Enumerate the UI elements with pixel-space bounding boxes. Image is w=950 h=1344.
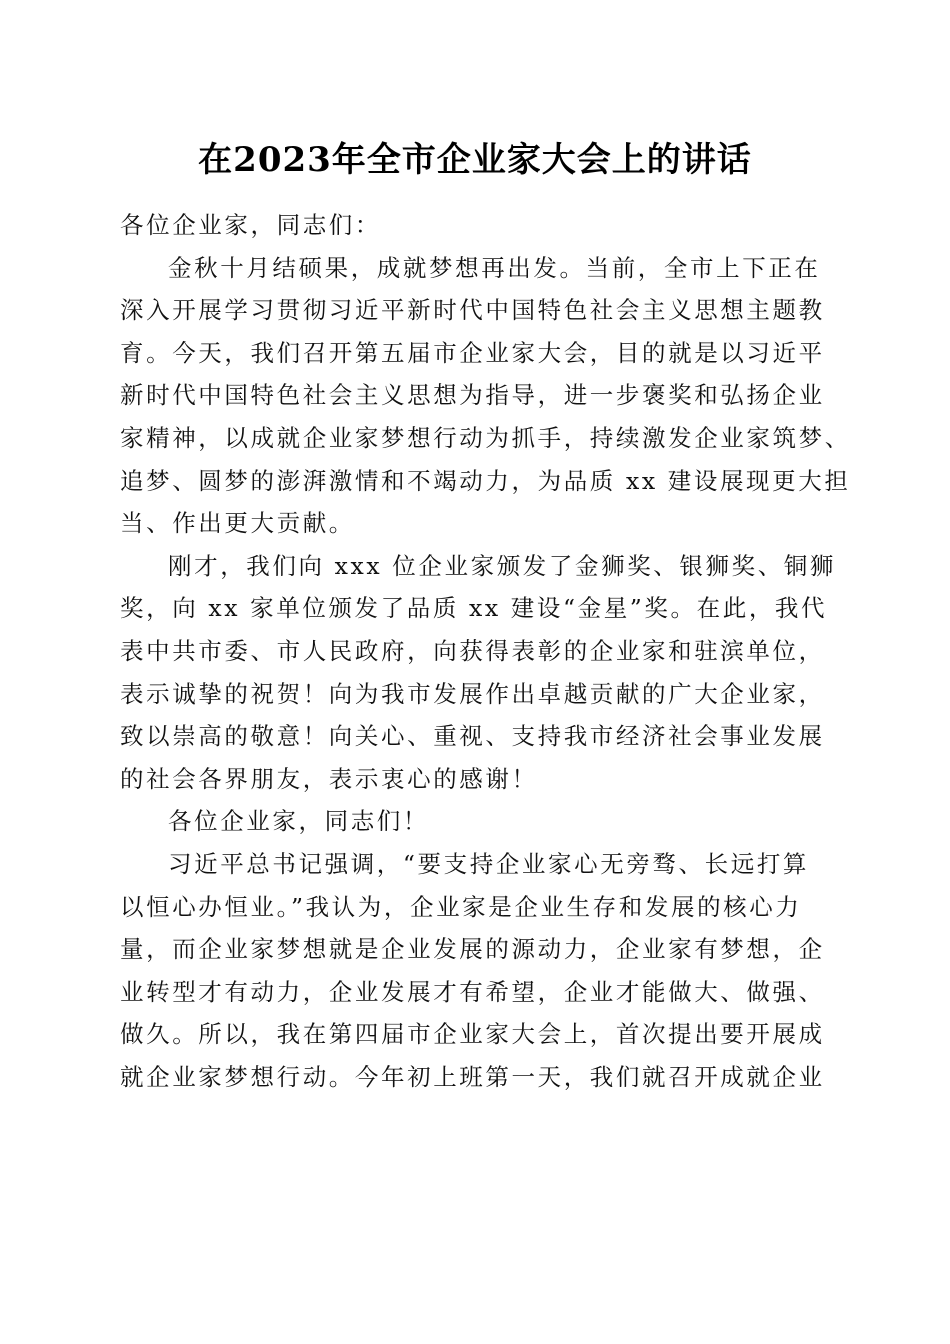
body-line: 育。今天，我们召开第五届市企业家大会，目的就是以习近平 — [120, 338, 825, 367]
body-line: 的社会各界朋友，表示衷心的感谢！ — [120, 764, 538, 793]
body-line: 奖，向 xx 家单位颁发了品质 xx 建设“金星”奖。在此，我代 — [120, 594, 828, 623]
document-body — [120, 204, 851, 1098]
body-line: 各位企业家，同志们！ — [168, 807, 429, 836]
body-line: 表示诚挚的祝贺！向为我市发展作出卓越贡献的广大企业家， — [120, 679, 825, 708]
body-line: 家精神，以成就企业家梦想行动为抓手，持续激发企业家筑梦、 — [120, 423, 851, 452]
body-line: 新时代中国特色社会主义思想为指导，进一步褒奖和弘扬企业 — [120, 381, 825, 410]
body-line: 业转型才有动力，企业发展才有希望，企业才能做大、做强、 — [120, 977, 825, 1006]
body-line: 各位企业家，同志们： — [120, 211, 381, 239]
document-title: 在2023年全市企业家大会上的讲话 — [198, 140, 752, 180]
body-line: 量，而企业家梦想就是企业发展的源动力，企业家有梦想，企 — [120, 935, 825, 964]
body-line: 以恒心办恒业。”我认为，企业家是企业生存和发展的核心力 — [120, 892, 802, 921]
body-line: 做久。所以，我在第四届市企业家大会上，首次提出要开展成 — [120, 1020, 825, 1049]
body-line: 深入开展学习贯彻习近平新时代中国特色社会主义思想主题教 — [120, 296, 825, 325]
body-line: 习近平总书记强调，“要支持企业家心无旁骛、长远打算 — [168, 849, 810, 878]
body-line: 追梦、圆梦的澎湃激情和不竭动力，为品质 xx 建设展现更大担 — [120, 466, 851, 495]
body-line: 表中共市委、市人民政府，向获得表彰的企业家和驻滨单位， — [120, 636, 825, 665]
body-line: 金秋十月结硕果，成就梦想再出发。当前，全市上下正在 — [168, 253, 821, 282]
body-line: 就企业家梦想行动。今年初上班第一天，我们就召开成就企业 — [120, 1062, 825, 1091]
body-line: 刚才，我们向 xxx 位企业家颁发了金狮奖、银狮奖、铜狮 — [168, 551, 836, 580]
body-line: 致以崇高的敬意！向关心、重视、支持我市经济社会事业发展 — [120, 722, 825, 751]
body-line: 当、作出更大贡献。 — [120, 509, 355, 538]
